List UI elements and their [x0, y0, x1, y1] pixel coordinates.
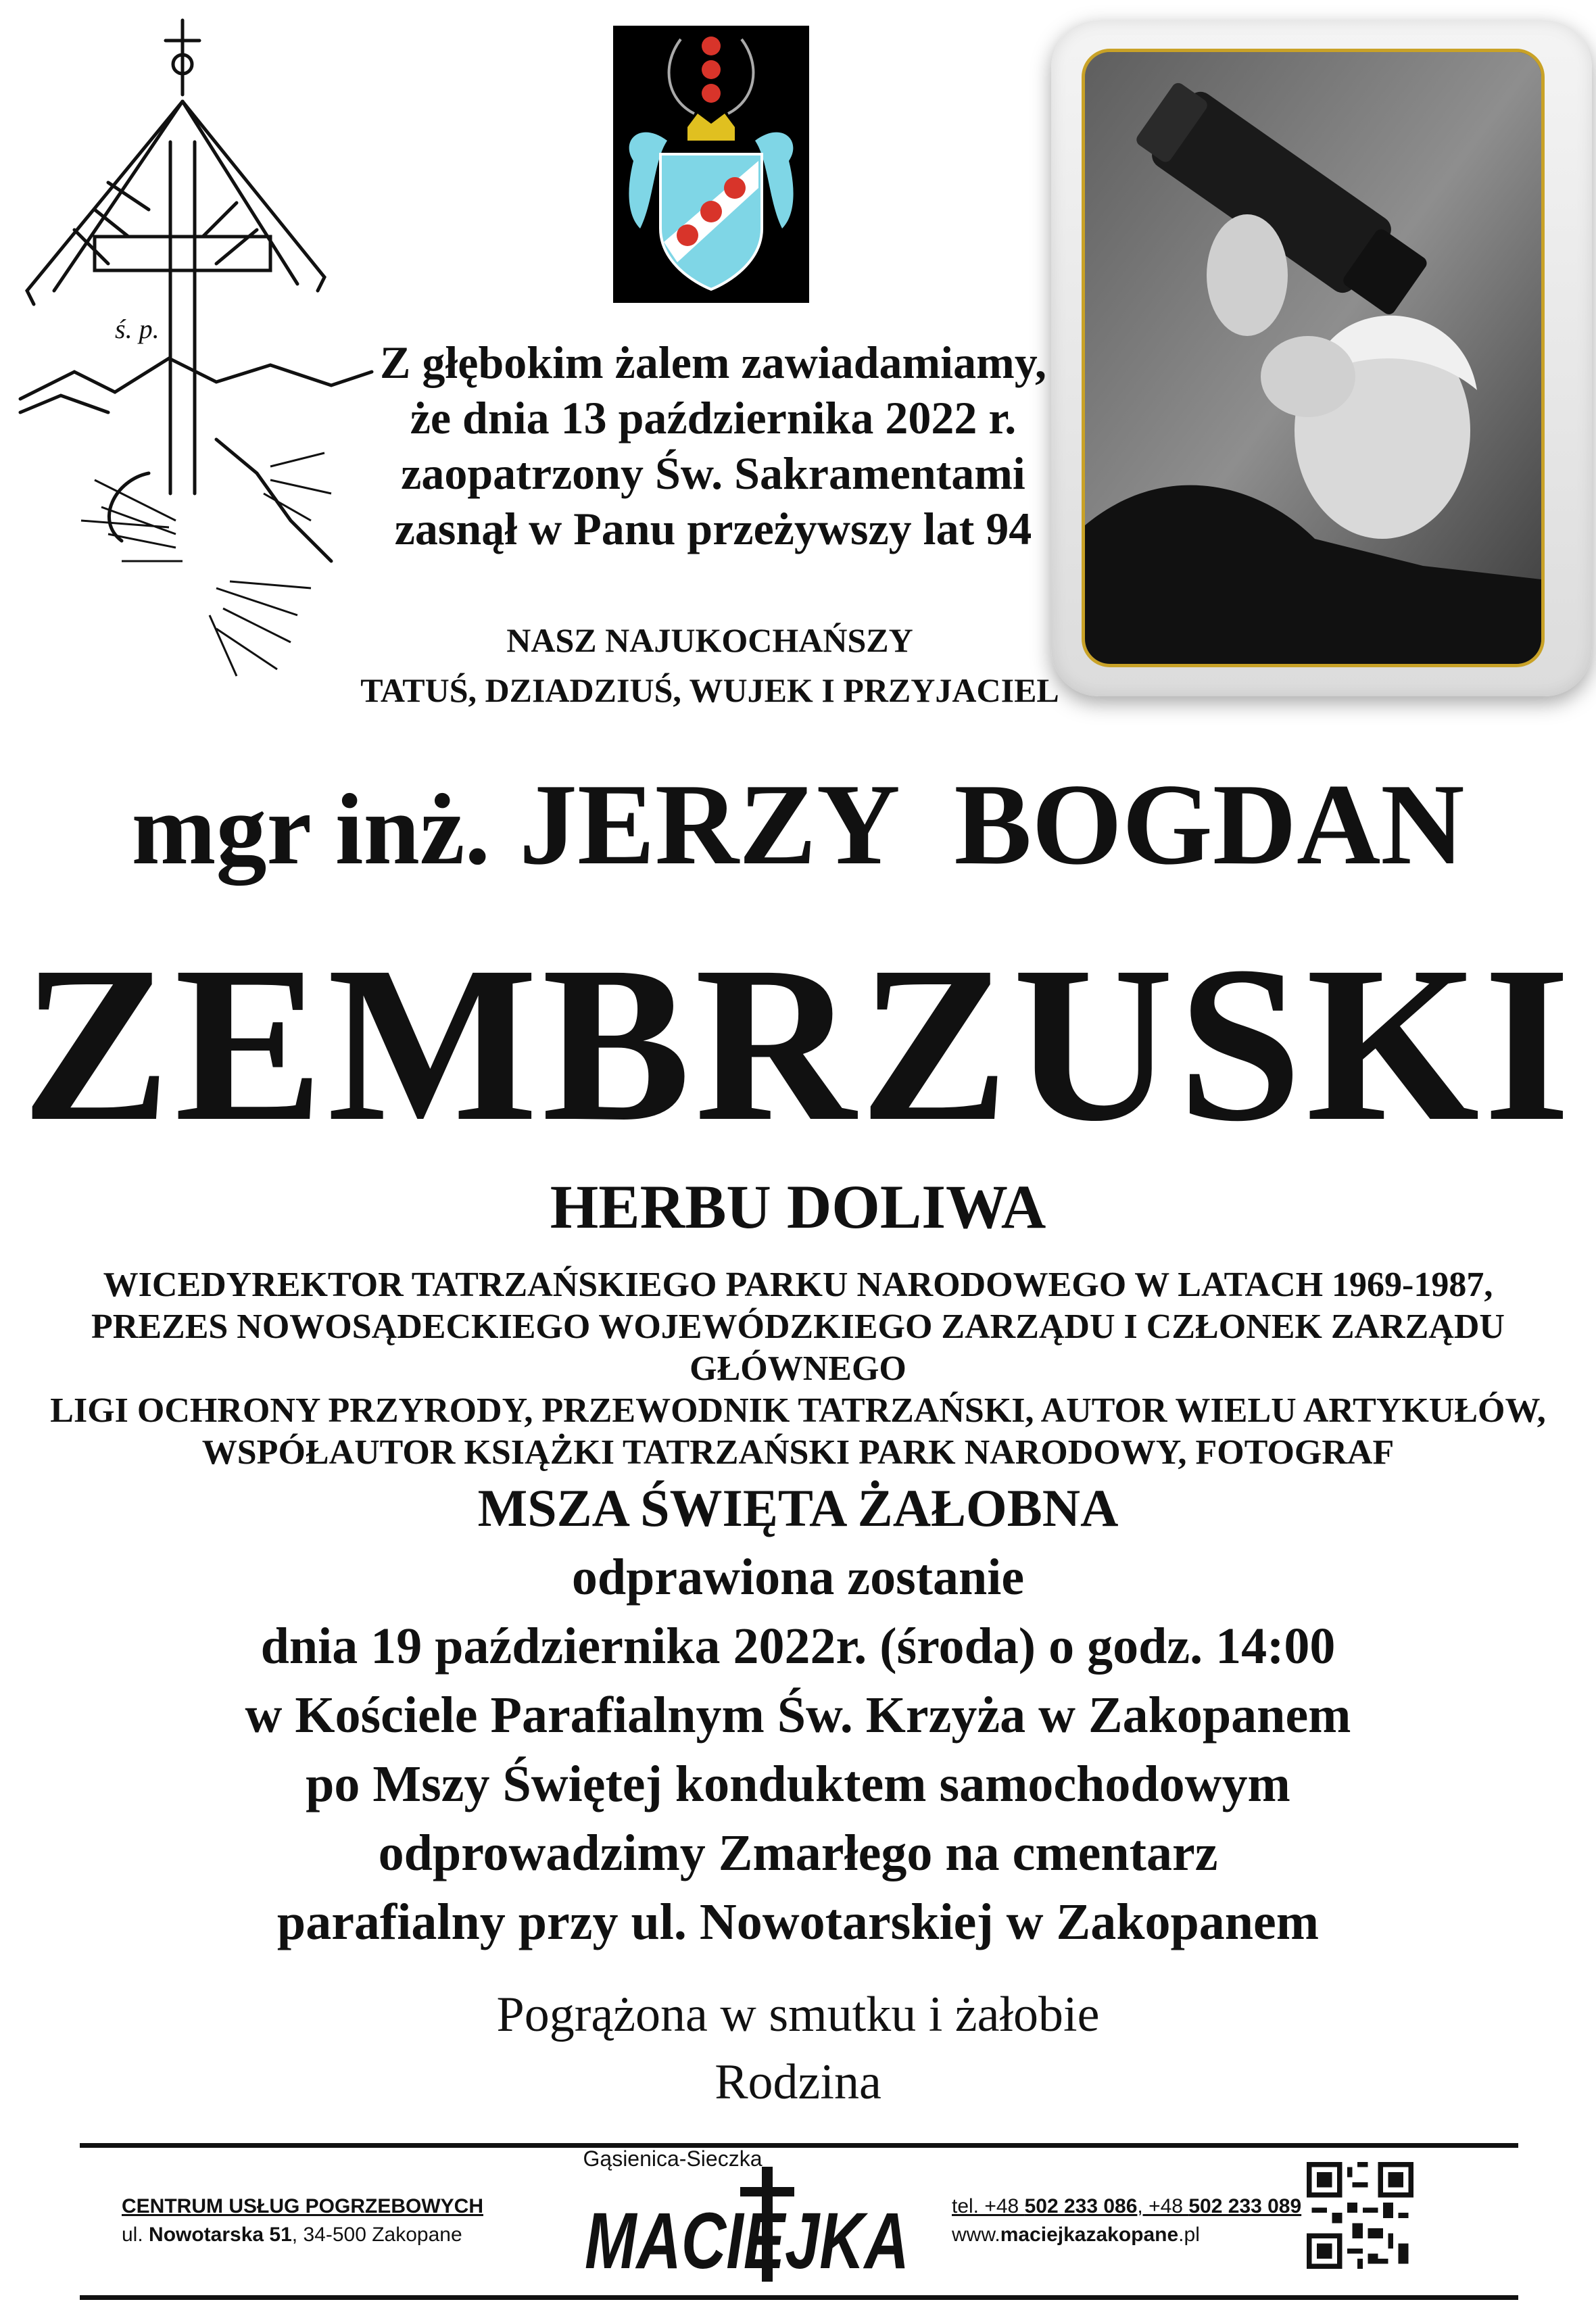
- mass-line: dnia 19 października 2022r. (środa) o godz. 14:00: [260, 1618, 1336, 1675]
- cross-drawing: [14, 7, 379, 683]
- brand-name: MACIEJKA: [585, 2196, 909, 2282]
- qr-code[interactable]: [1307, 2162, 1413, 2269]
- function-line: WSPÓŁAUTOR KSIĄŻKI TATRZAŃSKI PARK NARODOWY, FOTOGRAF: [201, 1433, 1395, 1472]
- portrait-photo: [1082, 49, 1545, 667]
- phone-numbers: tel. +48 502 233 086, +48 502 233 089: [952, 2195, 1302, 2217]
- function-line: PREZES NOWOSĄDECKIEGO WOJEWÓDZKIEGO ZARZĄDU I CZŁONEK ZARZĄDU GŁÓWNEGO: [91, 1307, 1505, 1388]
- closing-signature: [0, 1981, 1596, 2116]
- company-address: ul. Nowotarska 51, 34-500 Zakopane: [122, 2224, 462, 2246]
- academic-title: mgr inż.: [131, 773, 491, 886]
- family-role: [284, 615, 1136, 715]
- function-line: LIGI OCHRONY PRZYRODY, PRZEWODNIK TATRZAŃSKI, AUTOR WIELU ARTYKUŁÓW,: [50, 1391, 1546, 1430]
- coat-of-arms-name: HERBU DOLIWA: [550, 1172, 1046, 1241]
- funeral-home-info: [122, 2192, 541, 2249]
- intro-line: zasnął w Panu przeżywszy lat 94: [394, 503, 1032, 554]
- role-line: NASZ NAJUKOCHAŃSZY: [506, 621, 913, 659]
- role-line: TATUŚ, DZIADZIUŚ, WUJEK I PRZYJACIEL: [360, 671, 1059, 709]
- mass-line: odprowadzimy Zmarłego na cmentarz: [378, 1825, 1218, 1881]
- company-name: CENTRUM USŁUG POGRZEBOWYCH: [122, 2195, 483, 2217]
- function-line: WICEDYREKTOR TATRZAŃSKIEGO PARKU NARODOWEGO W LATACH 1969-1987,: [103, 1266, 1493, 1304]
- mass-line: parafialny przy ul. Nowotarskiej w Zakopanem: [276, 1894, 1320, 1950]
- brand-subtitle: Gąsienica-Sieczka: [583, 2146, 763, 2171]
- deceased-name-line: [0, 757, 1596, 897]
- given-names: JERZY BOGDAN: [519, 761, 1465, 889]
- website-link[interactable]: www.maciejkazakopane.pl: [952, 2224, 1200, 2246]
- maciejka-logo: [578, 2167, 916, 2282]
- mass-line: odprawiona zostanie: [571, 1549, 1025, 1606]
- funeral-mass-info: [0, 1474, 1596, 1956]
- intro-line: że dnia 13 października 2022 r.: [410, 392, 1017, 443]
- functions-list: [0, 1264, 1596, 1474]
- mass-line: po Mszy Świętej konduktem samochodowym: [306, 1756, 1290, 1812]
- closing-line: Pogrążona w smutku i żałobie: [496, 1987, 1100, 2042]
- announcement-intro: [379, 335, 1048, 556]
- contact-info: [952, 2192, 1303, 2249]
- coat-of-arms-image: [613, 26, 809, 303]
- intro-line: Z głębokim żalem zawiadamiamy,: [380, 337, 1046, 388]
- cross-initials: ś. p.: [115, 314, 160, 344]
- mass-title: MSZA ŚWIĘTA ŻAŁOBNA: [477, 1479, 1119, 1537]
- deceased-surname: ZEMBRZUSKI: [21, 921, 1575, 1168]
- intro-line: zaopatrzony Św. Sakramentami: [401, 448, 1025, 499]
- closing-family: Rodzina: [715, 2055, 881, 2110]
- mass-line: w Kościele Parafialnym Św. Krzyża w Zakopanem: [245, 1687, 1351, 1744]
